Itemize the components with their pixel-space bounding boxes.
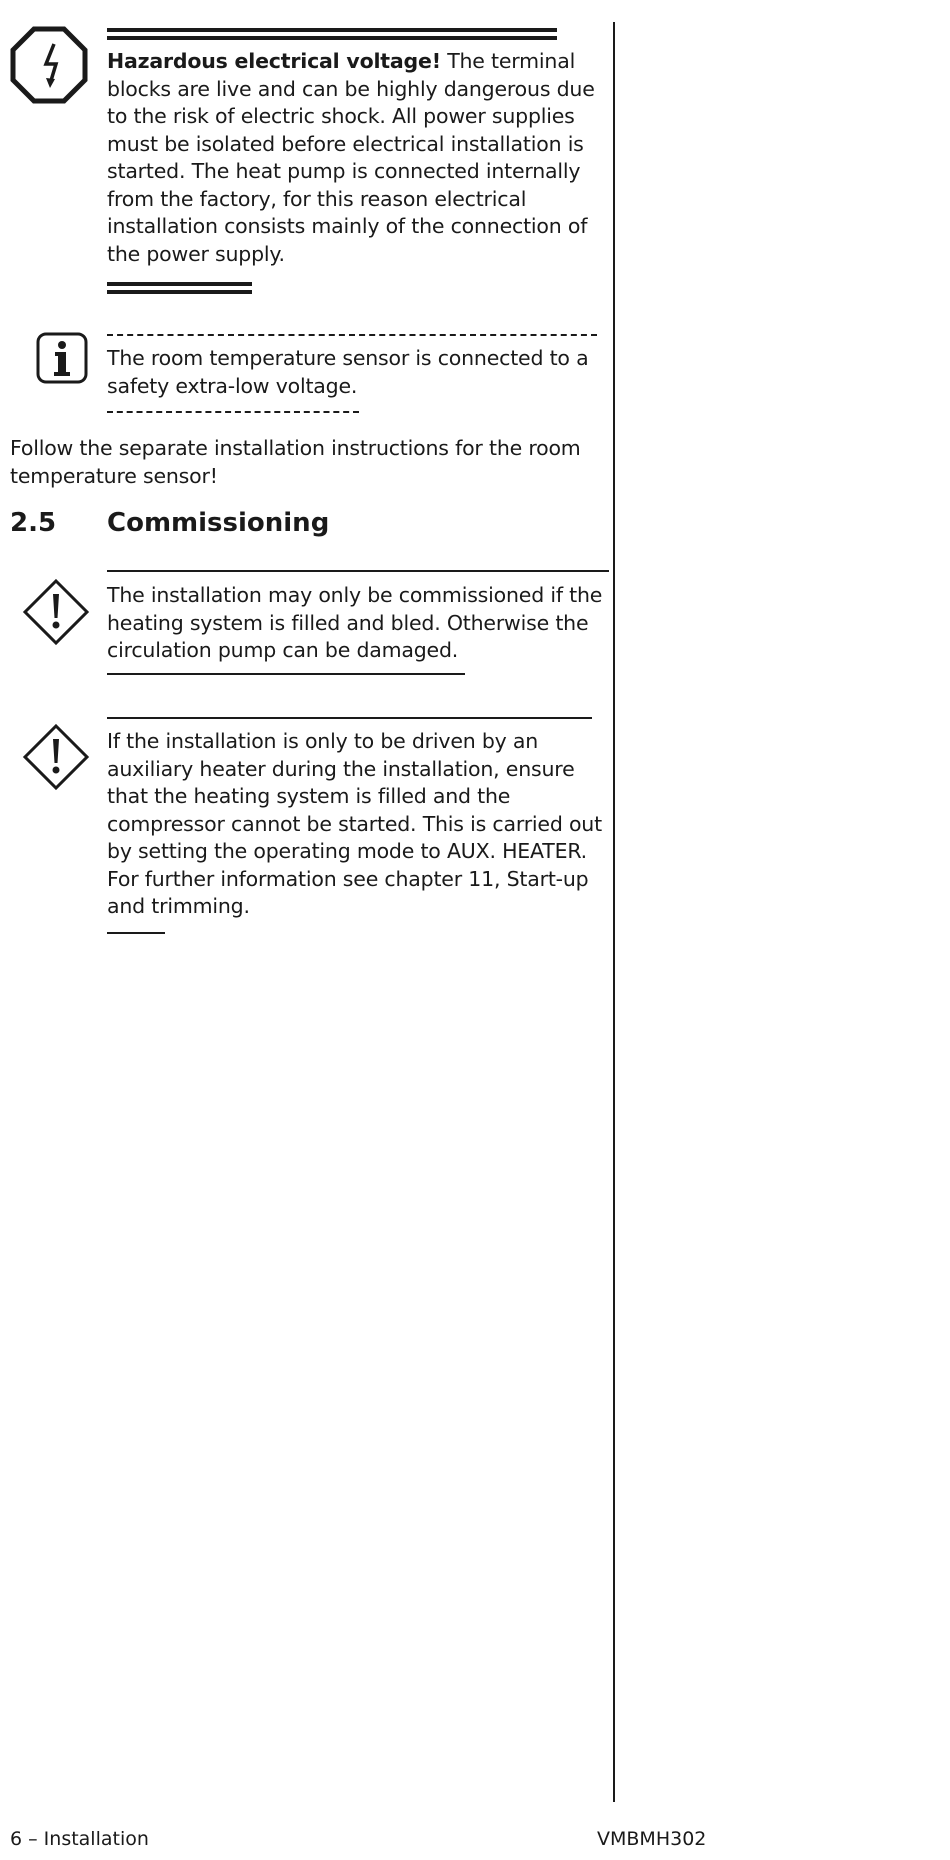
info-note-text: The room temperature sensor is connected to a safety extra-low voltage. [107, 346, 589, 398]
info-top-rule [107, 334, 597, 336]
lightning-octagon-icon [10, 26, 88, 104]
caution-1-bottom-rule [107, 673, 465, 675]
section-number: 2.5 [10, 508, 57, 538]
info-bottom-rule [107, 411, 359, 413]
caution-2-text: If the installation is only to be driven by an auxiliary heater during the installation, ensure that the heating system is filled and the compressor cannot be started. This is carried out by setting the operating mode to AUX. HEATER. For further information see chapter 11, Start-up and trimming. [107, 729, 602, 918]
electrical-warning-body: The terminal blocks are live and can be highly dangerous due to the risk of electric shock. All power supplies must be isolated before electrical installation is started. The heat pump is connected internally from the factory, for this reason electrical installation consists mainly of the connection of the power supply. [107, 49, 595, 266]
info-icon [36, 332, 88, 384]
electrical-warning-text [107, 48, 607, 268]
caution-1-top-rule [107, 570, 609, 572]
exclamation-diamond-icon [22, 723, 90, 791]
column-divider [613, 22, 615, 1802]
warning-top-rule [107, 28, 557, 40]
section-title: Commissioning [107, 508, 330, 538]
footer-left: 6 – Installation [10, 1828, 149, 1850]
instruction-text: Follow the separate installation instructions for the room temperature sensor! [10, 436, 581, 488]
footer-right: VMBMH302 [597, 1828, 707, 1850]
caution-1-text: The installation may only be commissioned if the heating system is filled and bled. Otherwise the circulation pump can be damaged. [107, 583, 603, 662]
caution-2-top-rule [107, 717, 592, 719]
exclamation-diamond-icon [22, 578, 90, 646]
caution-2-bottom-rule [107, 932, 165, 934]
warning-bottom-rule [107, 282, 252, 294]
electrical-warning-lead: Hazardous electrical voltage! [107, 49, 441, 73]
